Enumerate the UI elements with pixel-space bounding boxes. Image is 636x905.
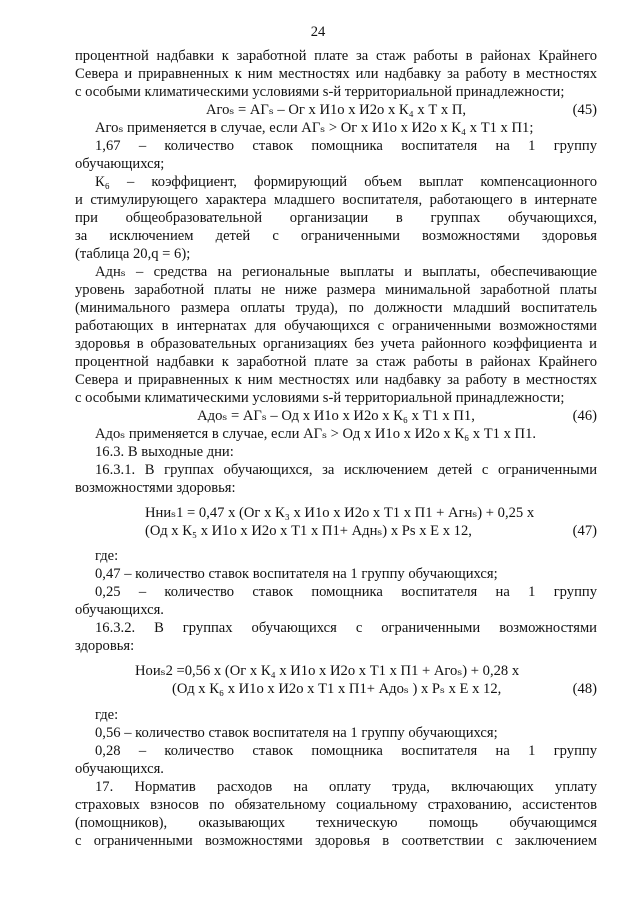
text-line: обучающихся; xyxy=(75,156,165,172)
formula-47-line-1: Нниₛ1 = 0,47 х (Ог х К₃ х И1о х И2о х Т1 х П1 + Агнₛ) + 0,25 х xyxy=(145,505,535,521)
text-line: Севера и приравненных к ним местностях или надбавку за работу в местностях xyxy=(75,372,597,388)
text-line: Адоₛ применяется в случае, если АГₛ > Од х И1о х И2о х К₆ х Т1 х П1. xyxy=(95,426,537,442)
text-line: страховых взносов по обязательному социальному страхованию, ассистентов xyxy=(75,797,597,813)
text-line: с ограниченными возможностями здоровья в соответствии с заключением xyxy=(75,833,597,849)
text-line: работающих в интернатах для обучающихся с ограниченными возможностями xyxy=(75,318,597,334)
page-number: 24 xyxy=(310,24,326,40)
text-line: с особыми климатическими условиями s-й территориальной принадлежности; xyxy=(75,390,565,406)
text-line: Агоₛ применяется в случае, если АГₛ > Ог х И1о х И2о х К₄ х Т1 х П1; xyxy=(95,120,534,136)
text-line: (минимального размера оплаты труда), по должности младший воспитатель xyxy=(75,300,597,316)
text-line: обучающихся. xyxy=(75,602,164,618)
text-line: 16.3.2. В группах обучающихся с ограниченными возможностями xyxy=(95,620,597,636)
text-line: Севера и приравненных к ним местностях или надбавку за работу в местностях xyxy=(75,66,597,82)
text-line: 1,67 – количество ставок помощника воспитателя на 1 группу xyxy=(95,138,597,154)
text-line: 0,28 – количество ставок помощника воспитателя на 1 группу xyxy=(95,743,597,759)
text-line: 0,25 – количество ставок помощника воспитателя на 1 группу xyxy=(95,584,597,600)
text-line: процентной надбавки к заработной плате за стаж работы в районах Крайнего xyxy=(75,48,597,64)
text-line: за исключением детей с ограниченными возможностями здоровья xyxy=(75,228,597,244)
formula-45-number: (45) xyxy=(572,102,597,118)
formula-46-expression: Адоₛ = АГₛ – Од х И1о х И2о х К₆ х Т1 х П1, xyxy=(197,408,475,424)
formula-47 xyxy=(75,523,597,541)
text-line: здоровья в образовательных организациях без учета районного коэффициента и xyxy=(75,336,597,352)
text-line: Аднₛ – средства на региональные выплаты и выплаты, обеспечивающие xyxy=(95,264,597,280)
text-line: (таблица 20,q = 6); xyxy=(75,246,191,262)
text-line: обучающихся. xyxy=(75,761,164,777)
text-line: и стимулирующего характера младшего воспитателя, работающего в интернате xyxy=(75,192,597,208)
text-line: 17. Норматив расходов на оплату труда, включающих уплату xyxy=(95,779,597,795)
text-line: К₆ – коэффициент, формирующий объем выплат компенсационного xyxy=(95,174,597,190)
formula-47-number: (47) xyxy=(572,523,597,539)
formula-48-number: (48) xyxy=(572,681,597,697)
formula-46-number: (46) xyxy=(572,408,597,424)
text-line: где: xyxy=(95,548,119,564)
text-line: 16.3. В выходные дни: xyxy=(95,444,234,460)
text-line: 16.3.1. В группах обучающихся, за исключением детей с ограниченными xyxy=(95,462,597,478)
text-line: возможностями здоровья: xyxy=(75,480,236,496)
text-line: где: xyxy=(95,707,119,723)
text-line: (помощников), оказывающих техническую помощь обучающимся xyxy=(75,815,597,831)
formula-48-expression: (Од х К₆ х И1о х И2о х Т1 х П1+ Адоₛ ) х Рₛ х Е х 12, xyxy=(172,681,502,697)
text-line: уровень заработной платы не ниже размера минимальной заработной платы xyxy=(75,282,597,298)
text-line: при общеобразовательной организации в группах обучающихся, xyxy=(75,210,597,226)
text-line: здоровья: xyxy=(75,638,135,654)
text-line: процентной надбавки к заработной плате за стаж работы в районах Крайнего xyxy=(75,354,597,370)
formula-45 xyxy=(75,102,597,120)
formula-48-line-1: Ноиₛ2 =0,56 х (Ог х К₄ х И1о х И2о х Т1 х П1 + Агоₛ) + 0,28 х xyxy=(135,663,520,679)
text-line: с особыми климатическими условиями s-й территориальной принадлежности; xyxy=(75,84,565,100)
formula-48 xyxy=(75,681,597,699)
formula-47-expression: (Од х К₅ х И1о х И2о х Т1 х П1+ Аднₛ) х Рs х Е х 12, xyxy=(145,523,472,539)
text-line: 0,47 – количество ставок воспитателя на 1 группу обучающихся; xyxy=(95,566,498,582)
formula-45-expression: Агоₛ = АГₛ – Ог х И1о х И2о х К₄ х Т х П, xyxy=(205,102,467,118)
formula-46 xyxy=(75,408,597,426)
text-line: 0,56 – количество ставок воспитателя на 1 группу обучающихся; xyxy=(95,725,498,741)
